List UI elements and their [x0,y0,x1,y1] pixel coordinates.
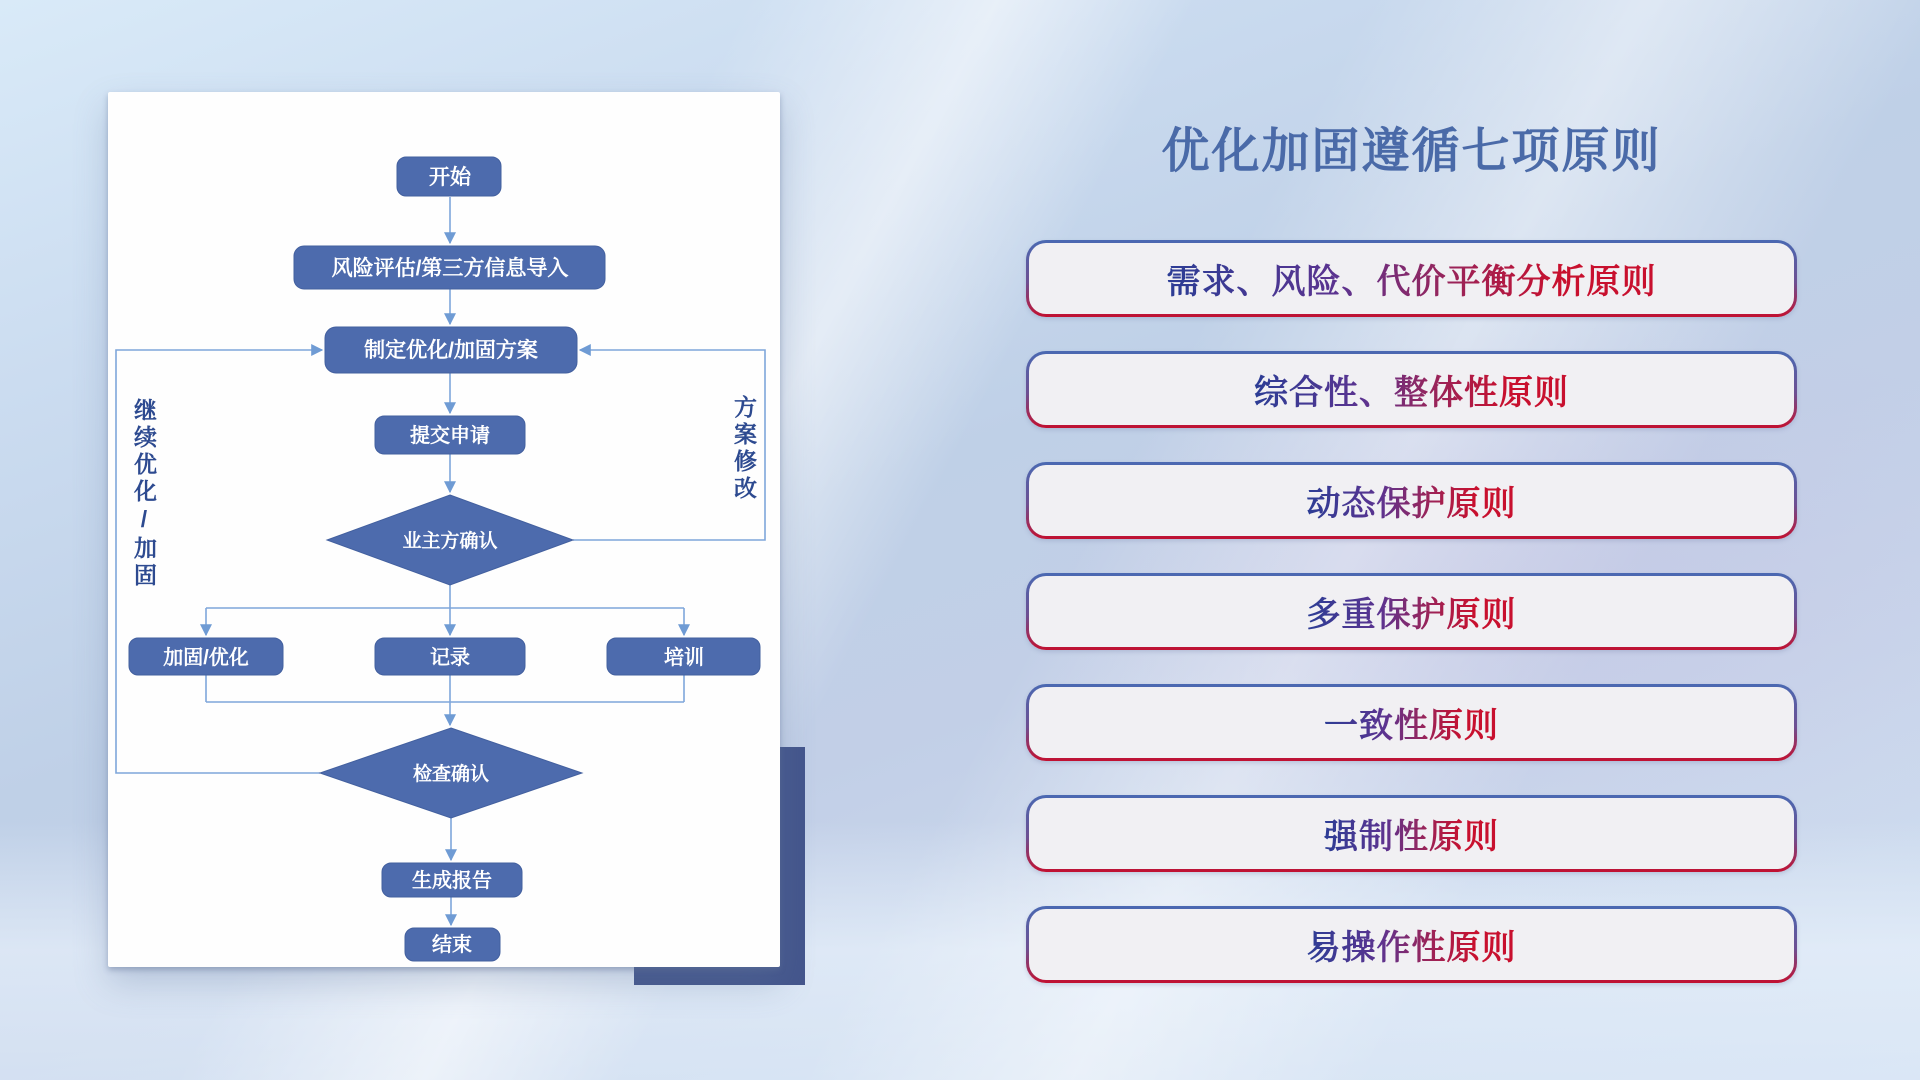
flow-node-harden-label: 加固/优化 [163,647,249,669]
page-title: 优化加固遵循七项原则 [1161,125,1662,178]
flow-node-end [405,928,500,961]
flow-node-training [607,638,760,675]
flow-node-make-plan [325,327,577,373]
flow-node-start [397,157,501,196]
principle-item [1026,795,1797,872]
flow-node-report [382,863,522,897]
flow-node-make-plan-label: 制定优化/加固方案 [364,339,538,362]
flowchart-diagram [108,92,780,967]
principle-item [1026,351,1797,428]
flow-node-start-label: 开始 [429,166,471,189]
flow-node-owner-confirm-label: 业主方确认 [402,531,498,552]
loop-label-plan-revision: 方案修改 [731,395,757,503]
principle-label: 需求、风险、代价平衡分析原则 [1167,254,1657,303]
flow-node-record-label: 记录 [430,647,470,669]
principle-label: 强制性原则 [1324,809,1499,858]
flow-node-submit [375,416,525,454]
principle-item [1026,684,1797,761]
flow-node-check-confirm-label: 检查确认 [412,764,490,785]
flow-node-training-label: 培训 [664,647,704,669]
principle-item [1026,240,1797,317]
flow-node-risk-import-label: 风险评估/第三方信息导入 [331,257,569,280]
flow-node-report-label: 生成报告 [412,870,492,892]
flowchart-card [108,92,780,967]
principle-item [1026,573,1797,650]
principle-label: 综合性、整体性原则 [1254,365,1569,414]
principle-label: 动态保护原则 [1307,476,1517,525]
flow-node-risk-import [294,246,605,289]
flow-node-check-confirm [320,728,582,818]
flow-node-harden [129,638,283,675]
principle-label: 多重保护原则 [1307,587,1517,636]
principle-label: 一致性原则 [1324,698,1499,747]
flow-node-end-label: 结束 [432,934,472,956]
principle-item [1026,906,1797,983]
flow-node-owner-confirm [327,495,573,585]
flow-node-submit-label: 提交申请 [410,425,490,447]
loop-label-continue-optimize: 继续优化/加固 [131,398,157,590]
principles-list [1026,240,1797,1017]
principle-item [1026,462,1797,539]
principle-label: 易操作性原则 [1307,920,1517,969]
flow-node-record [375,638,525,675]
